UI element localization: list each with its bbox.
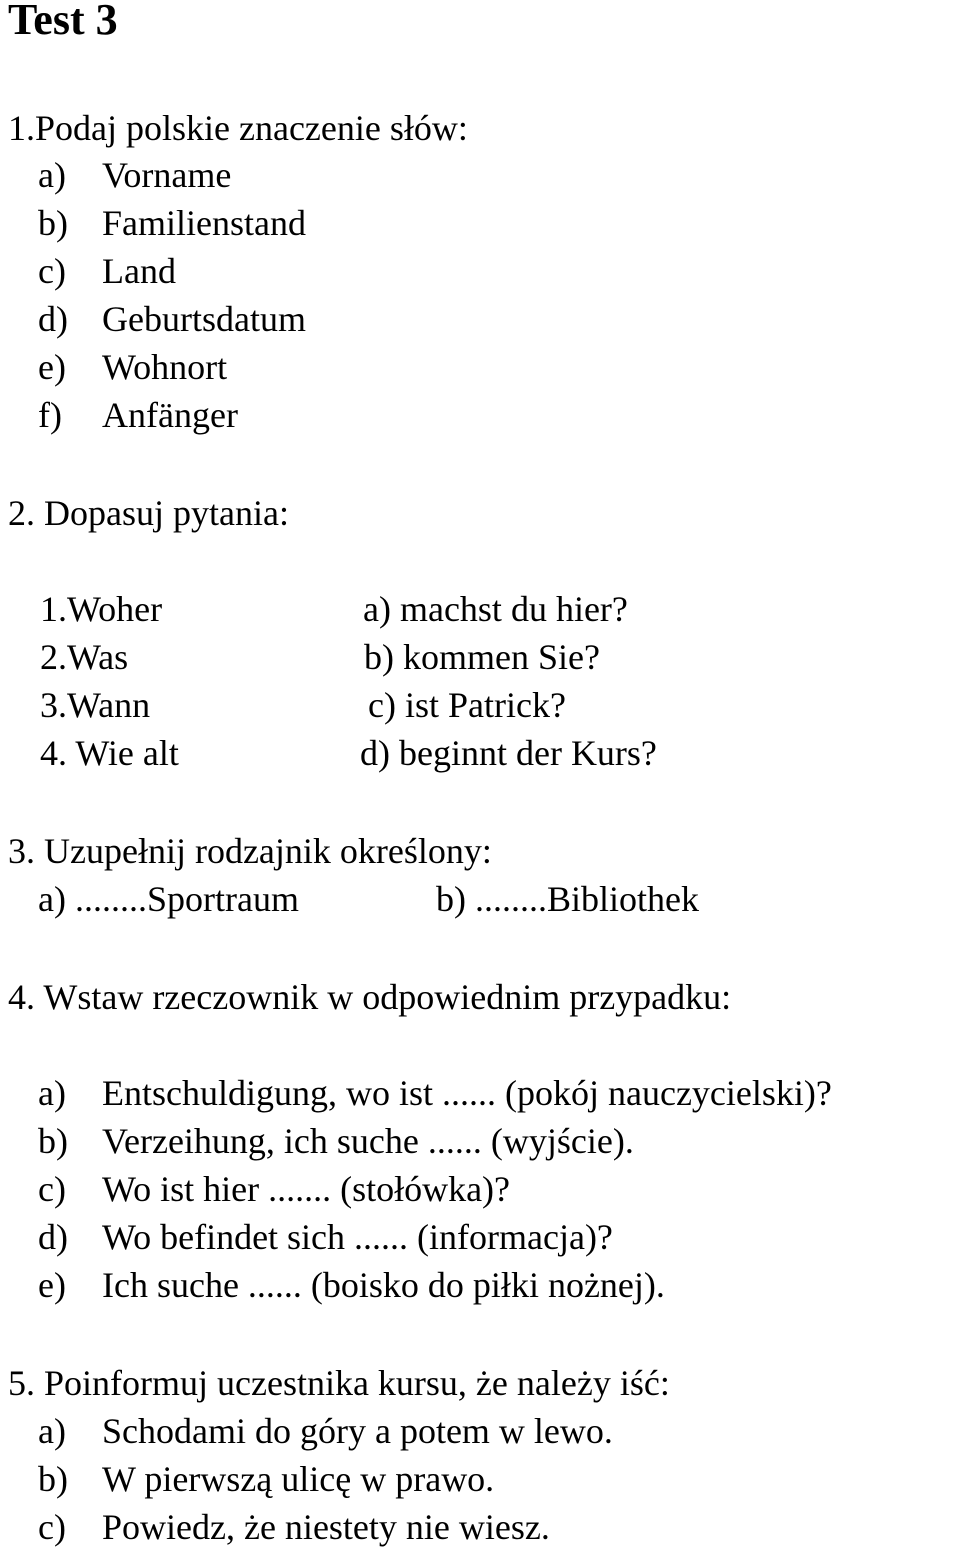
match-right: c) ist Patrick? [368, 685, 566, 725]
item-text: Anfänger [102, 395, 238, 435]
item-text: Wo befindet sich ...... (informacja)? [102, 1217, 613, 1257]
item-label: f) [38, 395, 62, 435]
question-1-heading: 1.Podaj polskie znaczenie słów: [8, 108, 468, 148]
item-text: Schodami do góry a potem w lewo. [102, 1411, 613, 1451]
fill-item-b: b) ........Bibliothek [436, 879, 699, 919]
item-label: e) [38, 347, 66, 387]
match-left: 4. Wie alt [40, 733, 179, 773]
item-label: e) [38, 1265, 66, 1305]
item-label: b) [38, 1121, 68, 1161]
match-left: 2.Was [40, 637, 129, 677]
match-left: 3.Wann [40, 685, 151, 725]
item-text: Vorname [102, 155, 232, 195]
item-label: a) [38, 155, 66, 195]
item-label: b) [38, 1459, 68, 1499]
question-4-heading: 4. Wstaw rzeczownik w odpowiednim przypadku: [8, 977, 732, 1017]
item-text: Familienstand [102, 203, 306, 243]
question-2-heading: 2. Dopasuj pytania: [8, 493, 289, 533]
item-label: c) [38, 1169, 66, 1209]
question-5-heading: 5. Poinformuj uczestnika kursu, że należy iść: [8, 1363, 670, 1403]
item-text: Wohnort [102, 347, 228, 387]
item-label: c) [38, 1507, 66, 1547]
item-label: a) [38, 1073, 66, 1113]
item-label: b) [38, 203, 68, 243]
item-text: Entschuldigung, wo ist ...... (pokój nauczycielski)? [102, 1073, 832, 1113]
item-text: Verzeihung, ich suche ...... (wyjście). [102, 1121, 634, 1161]
match-right: a) machst du hier? [363, 589, 628, 629]
item-label: d) [38, 299, 68, 339]
question-3-heading: 3. Uzupełnij rodzajnik określony: [8, 831, 492, 871]
item-label: d) [38, 1217, 68, 1257]
item-text: Ich suche ...... (boisko do piłki nożnej). [102, 1265, 665, 1305]
match-right: b) kommen Sie? [364, 637, 600, 677]
item-text: Land [102, 251, 176, 291]
item-label: c) [38, 251, 66, 291]
item-text: W pierwszą ulicę w prawo. [102, 1459, 495, 1499]
item-text: Wo ist hier ....... (stołówka)? [102, 1169, 511, 1209]
fill-item-a: a) ........Sportraum [38, 879, 299, 919]
item-label: a) [38, 1411, 66, 1451]
item-text: Geburtsdatum [102, 299, 306, 339]
match-right: d) beginnt der Kurs? [360, 733, 657, 773]
match-left: 1.Woher [40, 589, 163, 629]
page-title: Test 3 [8, 0, 118, 44]
item-text: Powiedz, że niestety nie wiesz. [102, 1507, 550, 1547]
